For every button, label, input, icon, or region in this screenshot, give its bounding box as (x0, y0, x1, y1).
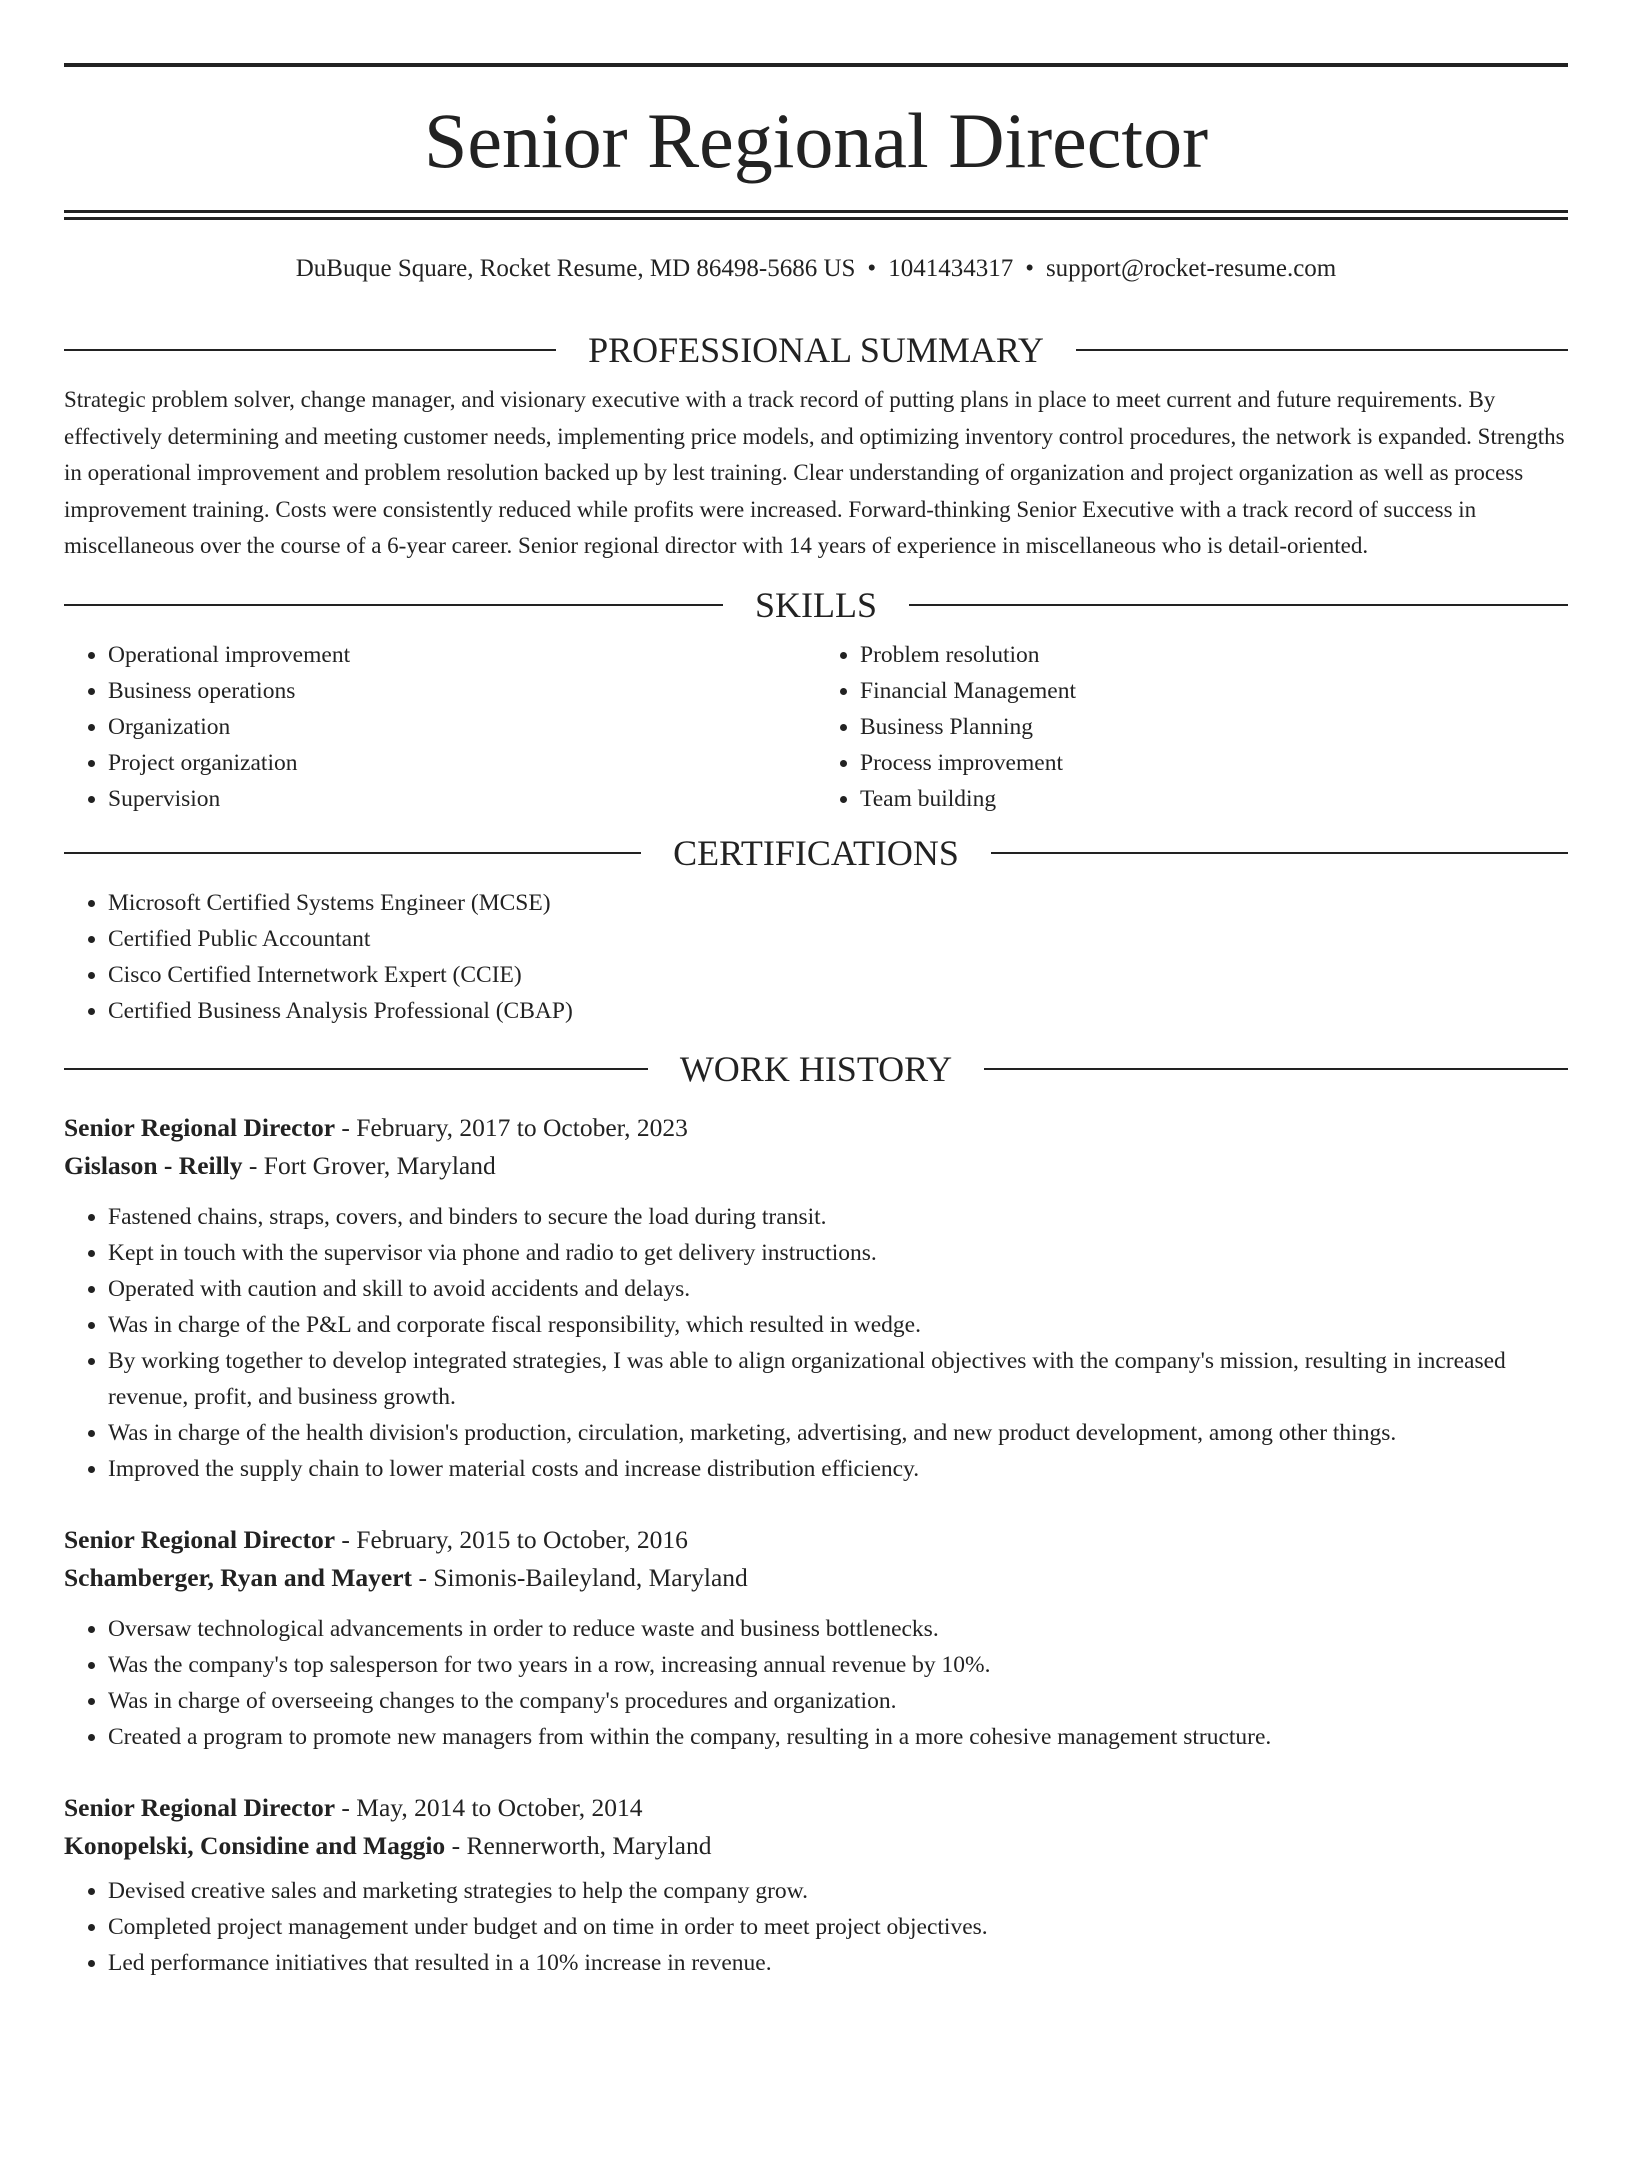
skill-item: • Organization (108, 709, 816, 745)
job-location: Fort Grover, Maryland (263, 1150, 496, 1180)
certification-item: • Cisco Certified Internetwork Expert (CCIE) (108, 957, 1568, 993)
contact-address: DuBuque Square, Rocket Resume, MD 86498-5686 US (295, 255, 856, 282)
job-bullet: • Oversaw technological advancements in order to reduce waste and business bottlenecks. (108, 1611, 1568, 1647)
heading-rule (1076, 349, 1568, 351)
skill-item: • Business Planning (860, 709, 1568, 745)
skill-item: • Operational improvement (108, 637, 816, 673)
skills-column-right (816, 637, 1568, 817)
skill-item: • Business operations (108, 673, 816, 709)
job-bullet: • Fastened chains, straps, covers, and binders to secure the load during transit. (108, 1199, 1568, 1235)
heading-rule (64, 349, 556, 351)
skills-column-left (64, 637, 816, 817)
job-bullet: • By working together to develop integrated strategies, I was able to align organizational objectives with the company's mission, resulting in increased revenue, profit, and business growth. (108, 1343, 1568, 1415)
job-dates: February, 2015 to October, 2016 (356, 1524, 688, 1554)
skill-item: • Supervision (108, 781, 816, 817)
job-bullet: • Completed project management under budget and on time in order to meet project objectives. (108, 1909, 1568, 1945)
heading-rule (909, 604, 1568, 606)
job-title: Senior Regional Director (64, 1112, 336, 1142)
job-bullet: • Was the company's top salesperson for two years in a row, increasing annual revenue by 10%. (108, 1647, 1568, 1683)
job-bullet: • Was in charge of overseeing changes to the company's procedures and organization. (108, 1683, 1568, 1719)
heading-rule (64, 852, 641, 854)
summary-text: Strategic problem solver, change manager, and visionary executive with a track record of putting plans in place to meet current and future requirements. By effectively determining and meeting customer needs, implementing price models, and optimizing inventory control procedures, the network is expanded. Strengths in operational improvement and problem resolution backed up by lest training. Clear understanding of organization and project organization as well as process improvement training. Costs were consistently reduced while profits were increased. Forward-thinking Senior Executive with a track record of success in miscellaneous over the course of a 6-year career. Senior regional director with 14 years of experience in miscellaneous who is detail-oriented. (64, 387, 1565, 558)
resume-title: Senior Regional Director (423, 97, 1209, 184)
resume-page (0, 63, 1632, 2175)
job-dates: May, 2014 to October, 2014 (356, 1792, 643, 1822)
skill-item: • Project organization (108, 745, 816, 781)
section-heading-certifications (64, 831, 1568, 875)
heading-rule (984, 1068, 1568, 1070)
job-company-line: Schamberger, Ryan and Mayert - Simonis-Baileyland, Maryland (64, 1562, 748, 1592)
job-bullet: • Kept in touch with the supervisor via phone and radio to get delivery instructions. (108, 1235, 1568, 1271)
skill-item: • Team building (860, 781, 1568, 817)
job-bullets (64, 1199, 1568, 1487)
contact-line (64, 254, 1568, 284)
contact-separator: • (867, 255, 877, 282)
skill-item: • Process improvement (860, 745, 1568, 781)
certification-item: • Microsoft Certified Systems Engineer (MCSE) (108, 885, 1568, 921)
job-company: Schamberger, Ryan and Mayert (64, 1562, 413, 1592)
skills-list (64, 637, 1568, 817)
job-title: Senior Regional Director (64, 1792, 336, 1822)
certification-item: • Certified Public Accountant (108, 921, 1568, 957)
job-entry (64, 1789, 1568, 1981)
job-bullet: • Created a program to promote new managers from within the company, resulting in a more cohesive management structure. (108, 1719, 1568, 1755)
job-location: Simonis-Baileyland, Maryland (433, 1562, 748, 1592)
section-heading-summary (64, 328, 1568, 372)
job-company-line: Konopelski, Considine and Maggio - Rennerworth, Maryland (64, 1830, 712, 1860)
section-heading-work-history (64, 1047, 1568, 1091)
job-bullet: • Led performance initiatives that resulted in a 10% increase in revenue. (108, 1945, 1568, 1981)
heading-rule (64, 1068, 648, 1070)
job-company: Konopelski, Considine and Maggio (64, 1830, 446, 1860)
section-title: PROFESSIONAL SUMMARY (588, 330, 1044, 370)
skill-item: • Problem resolution (860, 637, 1568, 673)
heading-rule (64, 604, 723, 606)
contact-phone: 1041434317 (888, 255, 1014, 282)
contact-email[interactable]: support@rocket-resume.com (1045, 255, 1337, 282)
job-title-line: Senior Regional Director - May, 2014 to October, 2014 (64, 1792, 643, 1822)
section-title: CERTIFICATIONS (673, 832, 959, 873)
job-company: Gislason - Reilly (64, 1150, 243, 1180)
job-bullets (64, 1611, 1568, 1755)
section-title: SKILLS (755, 584, 878, 625)
job-dates: February, 2017 to October, 2023 (356, 1112, 688, 1142)
job-bullet: • Devised creative sales and marketing strategies to help the company grow. (108, 1873, 1568, 1909)
job-bullet: • Operated with caution and skill to avoid accidents and delays. (108, 1271, 1568, 1307)
job-location: Rennerworth, Maryland (466, 1830, 712, 1860)
job-bullets (64, 1873, 1568, 1981)
job-title-line: Senior Regional Director - February, 2017 to October, 2023 (64, 1112, 688, 1142)
job-company-line: Gislason - Reilly - Fort Grover, Maryland (64, 1150, 496, 1180)
certification-item: • Certified Business Analysis Professional (CBAP) (108, 993, 1568, 1029)
job-entry (64, 1109, 1568, 1487)
contact-separator: • (1025, 255, 1034, 282)
certifications-list (64, 885, 1568, 1029)
title-double-rule (64, 210, 1568, 220)
skill-item: • Financial Management (860, 673, 1568, 709)
heading-rule (991, 852, 1568, 854)
section-title: WORK HISTORY (679, 1048, 953, 1089)
section-heading-skills (64, 583, 1568, 627)
job-bullet: • Was in charge of the health division's production, circulation, marketing, advertising, and new product development, among other things. (108, 1415, 1568, 1451)
job-bullet: • Was in charge of the P&L and corporate fiscal responsibility, which resulted in wedge. (108, 1307, 1568, 1343)
job-title-line: Senior Regional Director - February, 2015 to October, 2016 (64, 1524, 688, 1554)
job-entry (64, 1521, 1568, 1755)
job-title: Senior Regional Director (64, 1524, 336, 1554)
job-bullet: • Improved the supply chain to lower material costs and increase distribution efficiency. (108, 1451, 1568, 1487)
